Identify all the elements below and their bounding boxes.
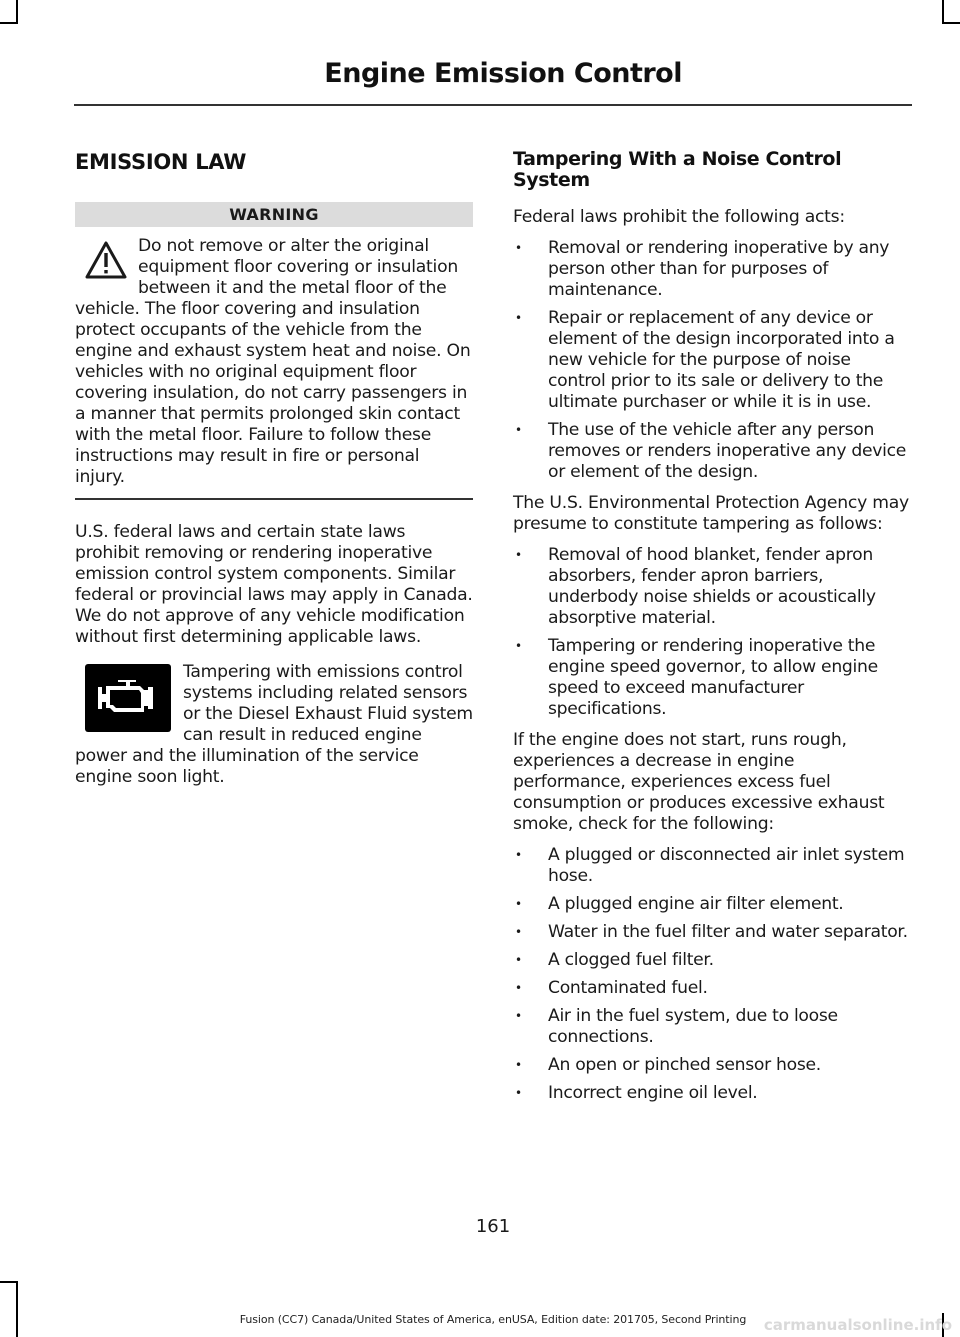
list-item: • A clogged fuel filter.: [515, 950, 714, 970]
paragraph-federal-intro: Federal laws prohibit the following acts:: [513, 207, 845, 227]
bullet: •: [515, 925, 522, 939]
bullet: •: [515, 897, 522, 911]
bullet: •: [515, 848, 522, 862]
warning-triangle-icon: [84, 240, 128, 280]
crop-mark: [0, 1281, 18, 1283]
page-title: Engine Emission Control: [324, 58, 682, 89]
watermark: carmanualsonline.info: [763, 1316, 952, 1334]
list-item: • Contaminated fuel.: [515, 978, 708, 998]
warning-box: [75, 202, 473, 500]
right-column: [513, 140, 911, 1114]
crop-mark: [942, 22, 960, 24]
paragraph-epa: The U.S. Environmental Protection Agency may presume to constitute tampering as follows:: [513, 493, 909, 534]
bullet: •: [515, 311, 522, 325]
bullet: •: [515, 241, 522, 255]
check-list: [513, 845, 911, 1104]
left-column: [75, 140, 473, 798]
list-item: • The use of the vehicle after any person removes or renders inoperative any device or element of the design.: [515, 420, 907, 482]
warning-text: Do not remove or alter the original equipment floor covering or insulation between it and the metal floor of the vehicle. The floor covering and insulation protect occupants of the vehicle from the engine and exhaust system heat and noise. On vehicles with no original equipment floor covering insulation, do not carry passengers in a manner that permits prolonged skin contact with the metal floor. Failure to follow these instructions may result in fire or personal injury.: [75, 236, 471, 487]
paragraph-emission-law: U.S. federal laws and certain state laws prohibit removing or rendering inoperative emission control system components. Similar federal or provincial laws may apply in Canada. We do not approve of any vehicle modification without first determining applicable laws.: [75, 522, 473, 647]
paragraph-tampering-emissions: Tampering with emissions control systems including related sensors or the Diesel Exhaust Fluid system can result in reduced engine power and the illumination of the service engine soon light.: [75, 662, 473, 787]
header-rule: [74, 104, 912, 106]
list-item: • A plugged or disconnected air inlet system hose.: [515, 845, 905, 886]
bullet: •: [515, 1086, 522, 1100]
bullet: •: [515, 639, 522, 653]
bullet: •: [515, 981, 522, 995]
list-item: • Water in the fuel filter and water separator.: [515, 922, 908, 942]
engine-note: [75, 662, 473, 788]
subsection-heading: Tampering With a Noise Control System: [513, 148, 842, 191]
list-item: • Removal of hood blanket, fender apron absorbers, fender apron barriers, underbody noise shields or acoustically absorptive material.: [515, 545, 876, 628]
warning-label: WARNING: [75, 202, 473, 227]
crop-mark: [16, 1281, 18, 1337]
page-number: 161: [475, 1216, 511, 1237]
bullet: •: [515, 953, 522, 967]
list-item: • Incorrect engine oil level.: [515, 1083, 758, 1103]
list-item: • A plugged engine air filter element.: [515, 894, 844, 914]
bullet: •: [515, 548, 522, 562]
list-item: • Air in the fuel system, due to loose connections.: [515, 1006, 838, 1047]
crop-mark: [0, 22, 18, 24]
list-item: • Removal or rendering inoperative by any person other than for purposes of maintenance.: [515, 238, 890, 300]
list-item: • Tampering or rendering inoperative the engine speed governor, to allow engine speed to exceed manufacturer specifications.: [515, 636, 878, 719]
footer-edition: Fusion (CC7) Canada/United States of America, enUSA, Edition date: 201705, Second Printing: [239, 1313, 747, 1326]
list-item: • An open or pinched sensor hose.: [515, 1055, 821, 1075]
tampering-list: [513, 545, 911, 720]
crop-mark: [942, 0, 944, 24]
bullet: •: [515, 1058, 522, 1072]
paragraph-check: If the engine does not start, runs rough, experiences a decrease in engine performance, experiences excess fuel consumption or produces excessive exhaust smoke, check for the following:: [513, 730, 885, 834]
prohibited-acts-list: [513, 238, 911, 483]
crop-mark: [16, 0, 18, 24]
bullet: •: [515, 1009, 522, 1023]
bullet: •: [515, 423, 522, 437]
list-item: • Repair or replacement of any device or element of the design incorporated into a new vehicle for the purpose of noise control prior to its sale or delivery to the ultimate purchaser or while it is in use.: [515, 308, 895, 412]
section-heading: EMISSION LAW: [75, 150, 247, 174]
check-engine-icon: [85, 664, 171, 732]
